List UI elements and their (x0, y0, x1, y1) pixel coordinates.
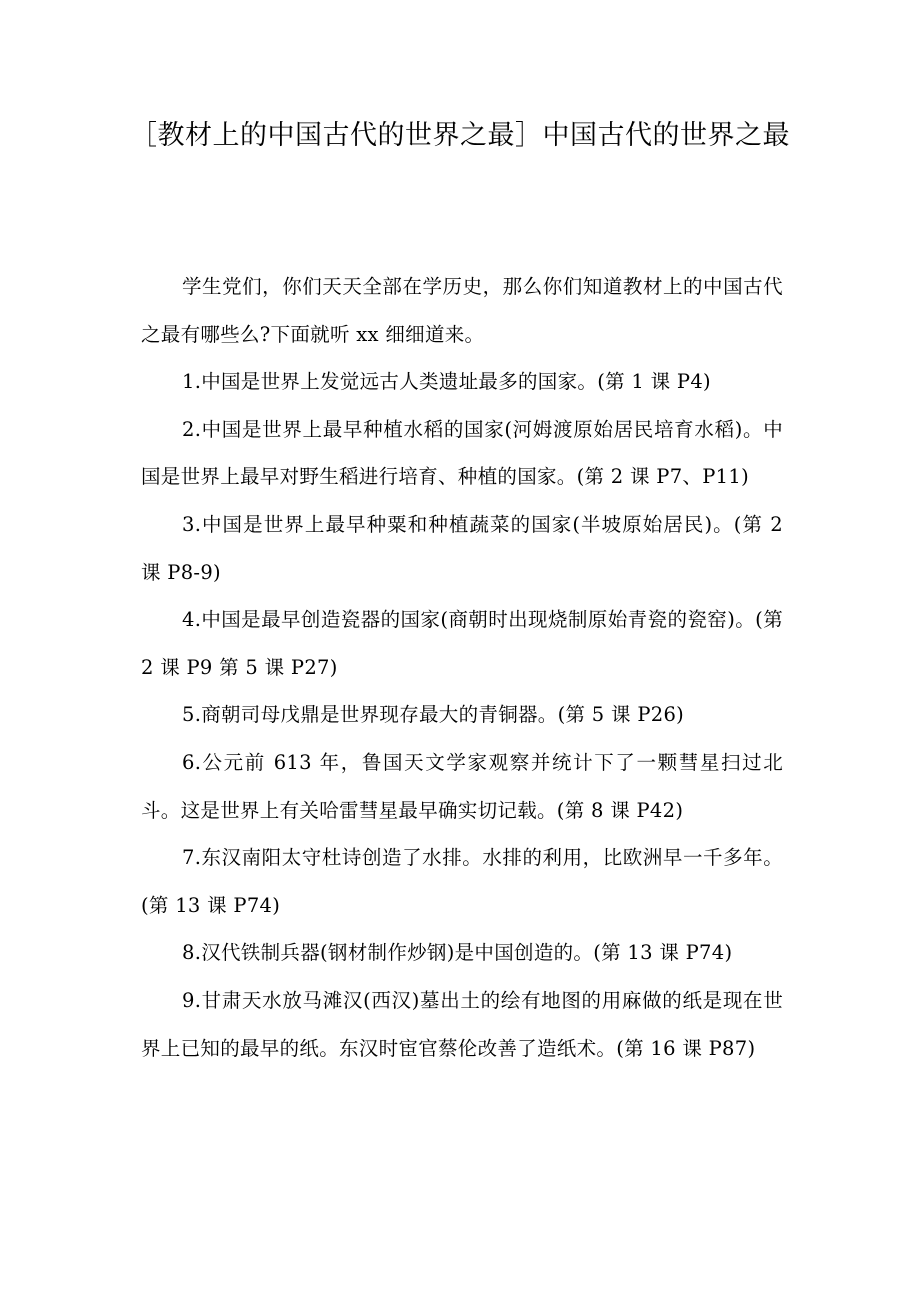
list-item: 6.公元前 613 年，鲁国天文学家观察并统计下了一颗彗星扫过北斗。这是世界上有关哈雷彗星最早确实切记载。(第 8 课 P42) (141, 750, 783, 822)
list-item: 2.中国是世界上最早种植水稻的国家(河姆渡原始居民培育水稻)。中国是世界上最早对野生稻进行培育、种植的国家。(第 2 课 P7、P11) (141, 417, 783, 489)
list-item: 8.汉代铁制兵器(钢材制作炒钢)是中国创造的。(第 13 课 P74) (182, 941, 733, 965)
intro-paragraph: 学生党们，你们天天全部在学历史，那么你们知道教材上的中国古代之最有哪些么?下面就听 xx 细细道来。 (141, 275, 783, 346)
list-item: 3.中国是世界上最早种粟和种植蔬菜的国家(半坡原始居民)。(第 2 课 P8-9) (141, 512, 783, 584)
document-body (141, 263, 783, 1072)
list-item: 7.东汉南阳太守杜诗创造了水排。水排的利用，比欧洲早一千多年。(第 13 课 P74) (141, 846, 783, 917)
list-item: 9.甘肃天水放马滩汉(西汉)墓出土的绘有地图的用麻做的纸是现在世界上已知的最早的纸。东汉时宦官蔡伦改善了造纸术。(第 16 课 P87) (141, 988, 783, 1060)
list-item: 5.商朝司母戊鼎是世界现存最大的青铜器。(第 5 课 P26) (182, 703, 685, 727)
list-item: 4.中国是最早创造瓷器的国家(商朝时出现烧制原始青瓷的瓷窑)。(第 2 课 P9 第 5 课 P27) (141, 608, 783, 679)
document-title: ［教材上的中国古代的世界之最］中国古代的世界之最 (130, 120, 790, 151)
list-item: 1.中国是世界上发觉远古人类遗址最多的国家。(第 1 课 P4) (182, 370, 711, 394)
